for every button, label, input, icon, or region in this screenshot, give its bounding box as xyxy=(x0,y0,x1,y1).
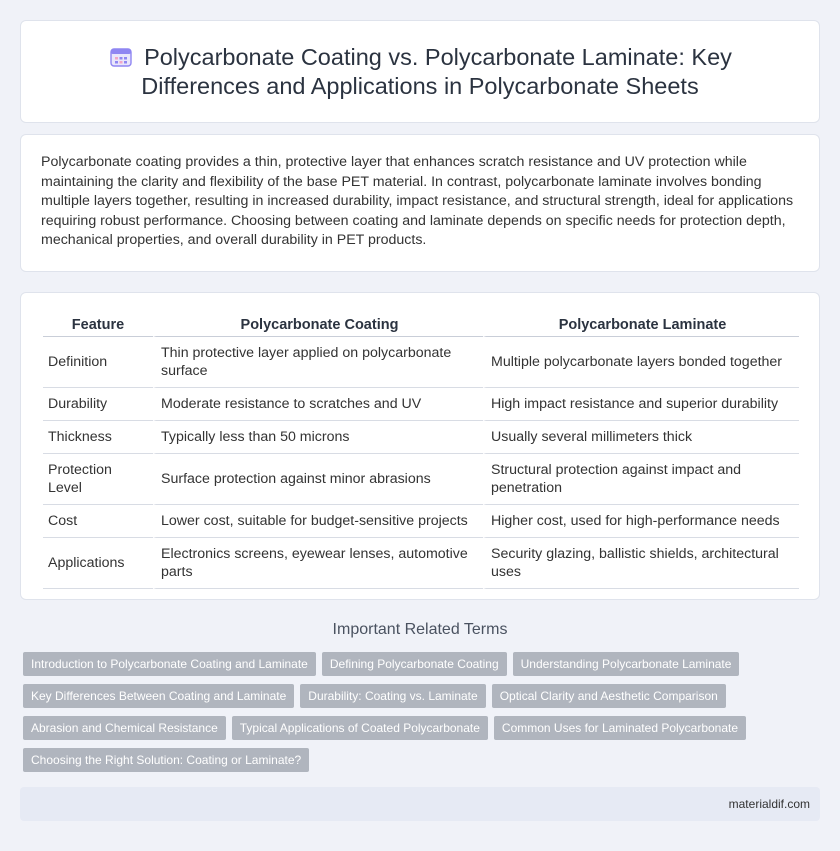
page-title-text: Polycarbonate Coating vs. Polycarbonate Laminate: Key Differences and Applications in Polycarbonate Sheets xyxy=(141,43,732,99)
row-feature: Protection Level xyxy=(43,454,153,505)
row-coating: Moderate resistance to scratches and UV xyxy=(153,388,483,421)
row-laminate: Multiple polycarbonate layers bonded together xyxy=(483,337,799,388)
row-feature: Thickness xyxy=(43,421,153,454)
row-feature: Applications xyxy=(43,538,153,589)
related-term-tag[interactable]: Common Uses for Laminated Polycarbonate xyxy=(494,716,746,740)
related-term-tag[interactable]: Defining Polycarbonate Coating xyxy=(322,652,507,676)
row-coating: Lower cost, suitable for budget-sensitive projects xyxy=(153,505,483,538)
row-feature: Durability xyxy=(43,388,153,421)
table-row xyxy=(43,337,799,388)
calendar-icon xyxy=(108,46,134,68)
row-laminate: Security glazing, ballistic shields, architectural uses xyxy=(483,538,799,589)
header-feature: Feature xyxy=(43,311,153,337)
row-coating: Surface protection against minor abrasions xyxy=(153,454,483,505)
related-terms-heading: Important Related Terms xyxy=(332,621,508,638)
row-laminate: High impact resistance and superior durability xyxy=(483,388,799,421)
row-feature: Cost xyxy=(43,505,153,538)
related-term-tag[interactable]: Choosing the Right Solution: Coating or Laminate? xyxy=(23,748,309,772)
related-term-tag[interactable]: Understanding Polycarbonate Laminate xyxy=(513,652,740,676)
footer-site-link[interactable]: materialdif.com xyxy=(728,797,810,811)
row-laminate: Usually several millimeters thick xyxy=(483,421,799,454)
comparison-card xyxy=(20,292,820,600)
row-feature: Definition xyxy=(43,337,153,388)
table-row xyxy=(43,538,799,589)
related-term-tag[interactable]: Typical Applications of Coated Polycarbonate xyxy=(232,716,488,740)
table-row xyxy=(43,454,799,505)
related-term-tag[interactable]: Key Differences Between Coating and Laminate xyxy=(23,684,294,708)
page-title xyxy=(61,43,779,101)
table-row xyxy=(43,421,799,454)
row-laminate: Structural protection against impact and penetration xyxy=(483,454,799,505)
intro-card xyxy=(20,134,820,272)
table-row xyxy=(43,505,799,538)
intro-paragraph: Polycarbonate coating provides a thin, protective layer that enhances scratch resistance and UV protection while maintaining the clarity and flexibility of the base PET material. In contrast, polycarbonate laminate involves bonding multiple layers together, resulting in increased durability, impact resistance, and structural strength, ideal for applications requiring robust performance. Choosing between coating and laminate depends on specific needs for protection depth, mechanical properties, and overall durability in PET products. xyxy=(41,154,794,248)
header-laminate: Polycarbonate Laminate xyxy=(483,311,799,337)
footer xyxy=(20,787,820,821)
related-term-tag[interactable]: Optical Clarity and Aesthetic Comparison xyxy=(492,684,726,708)
row-coating: Electronics screens, eyewear lenses, automotive parts xyxy=(153,538,483,589)
title-card xyxy=(20,20,820,123)
related-term-tag[interactable]: Introduction to Polycarbonate Coating and Laminate xyxy=(23,652,316,676)
related-term-tag[interactable]: Abrasion and Chemical Resistance xyxy=(23,716,226,740)
related-terms-list xyxy=(23,652,813,772)
row-laminate: Higher cost, used for high-performance needs xyxy=(483,505,799,538)
row-coating: Thin protective layer applied on polycarbonate surface xyxy=(153,337,483,388)
row-coating: Typically less than 50 microns xyxy=(153,421,483,454)
comparison-table xyxy=(43,311,799,589)
table-header-row xyxy=(43,311,799,337)
table-row xyxy=(43,388,799,421)
header-coating: Polycarbonate Coating xyxy=(153,311,483,337)
related-term-tag[interactable]: Durability: Coating vs. Laminate xyxy=(300,684,485,708)
